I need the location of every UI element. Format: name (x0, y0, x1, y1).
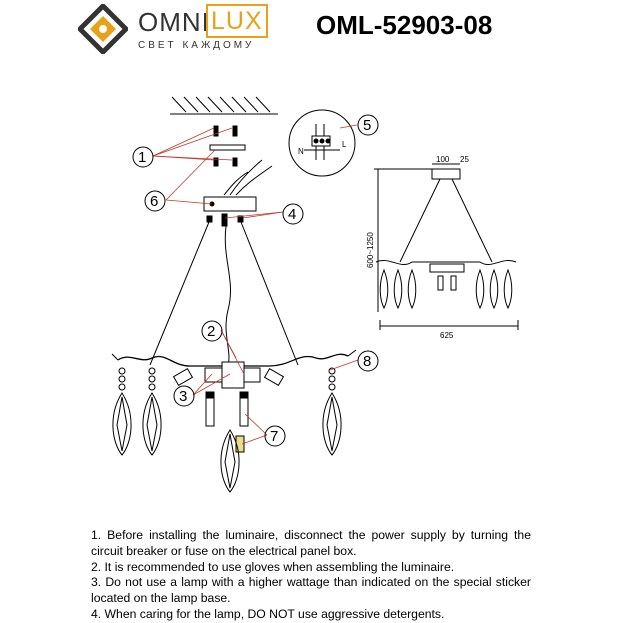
ceiling-hatch (170, 97, 278, 114)
side-elevation (374, 164, 518, 330)
brand-tagline: СВЕТ КАЖДОМУ (138, 40, 255, 51)
callout-2: 2 (207, 323, 216, 340)
callout-3: 3 (179, 388, 188, 405)
callout-6: 6 (150, 193, 159, 210)
model-number: OML-52903-08 (316, 10, 493, 40)
wire-label-l: L (342, 140, 347, 149)
instruction-item: 1. Before installing the luminaire, disconnect the power supply by turning the circuit breaker or fuse on the electrical panel box. (91, 528, 531, 558)
instruction-item: 2. It is recommended to use gloves when assembling the luminaire. (91, 559, 455, 574)
callout-8: 8 (363, 353, 372, 370)
safety-instructions (91, 528, 531, 623)
callout-1: 1 (138, 149, 147, 166)
brand-name-omni: OMNI (138, 7, 210, 37)
callout-5: 5 (363, 117, 372, 134)
dim-top-b: 25 (460, 155, 469, 164)
dim-top-a: 100 (436, 155, 450, 164)
wire-label-n: N (298, 147, 304, 156)
instruction-item: 3. Do not use a lamp with a higher wattage than indicated on the special sticker located on the lamp base. (91, 575, 531, 606)
dim-height: 600~1250 (366, 232, 375, 268)
brand-name-lux: LUX (206, 4, 268, 38)
dim-width: 625 (440, 331, 454, 340)
callout-circles (133, 115, 378, 446)
instruction-item: 4. When caring for the lamp, DO NOT use aggressive detergents. (91, 606, 445, 621)
callout-4: 4 (288, 206, 297, 223)
mounting-bracket (210, 145, 245, 150)
callout-7: 7 (270, 428, 279, 445)
